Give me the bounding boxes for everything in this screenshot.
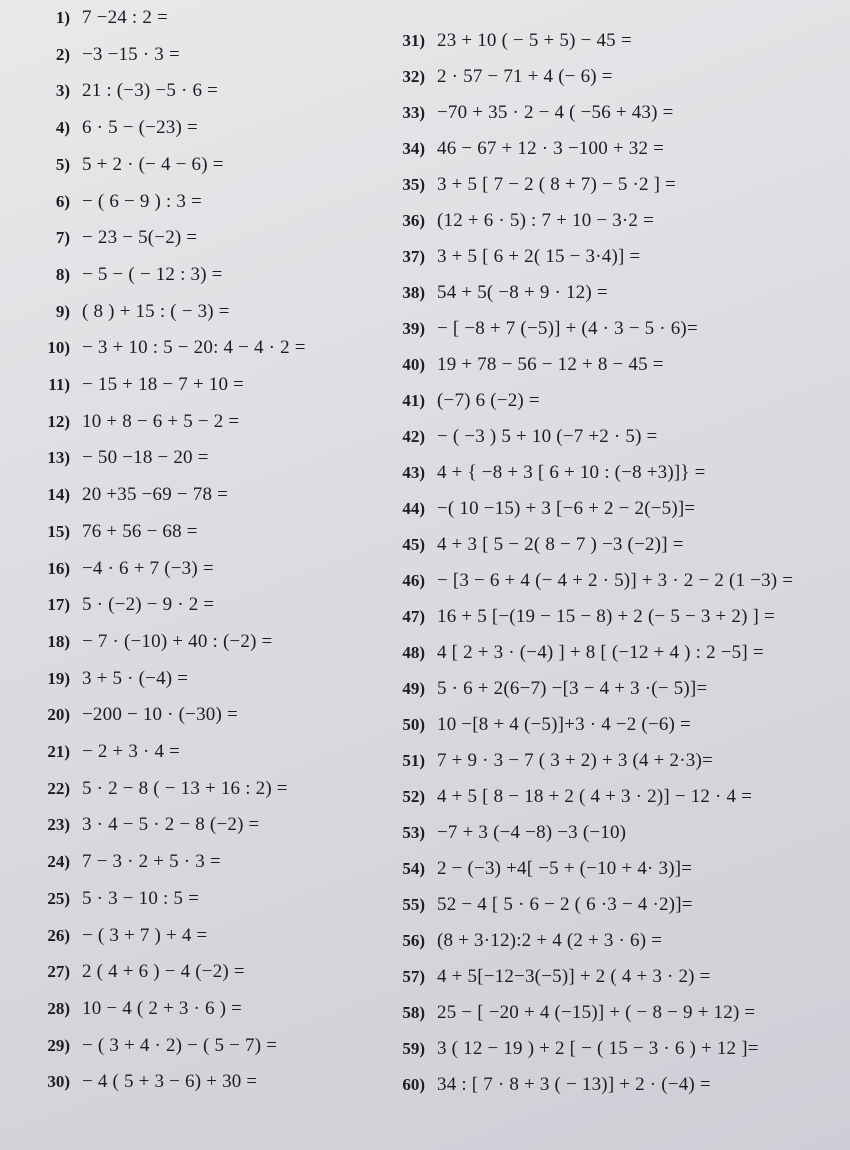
exercise-item	[385, 426, 657, 448]
exercise-expression: 2 ( 4 + 6 ) − 4 (−2) =	[82, 961, 245, 983]
exercise-expression: −7 + 3 (−4 −8) −3 (−10)	[437, 822, 627, 843]
exercise-item	[30, 851, 221, 873]
exercise-expression: − 7 · (−10) + 40 : (−2) =	[82, 630, 273, 652]
exercise-item	[385, 210, 654, 232]
exercise-expression: 3 + 5 [ 6 + 2( 15 − 3·4)] =	[437, 246, 641, 267]
exercise-item	[385, 1002, 755, 1024]
exercise-number: 11)	[48, 375, 70, 394]
exercise-expression: 2 · 57 − 71 + 4 (− 6) =	[437, 66, 613, 87]
exercise-item	[30, 925, 207, 947]
exercise-expression: − 4 ( 5 + 3 − 6) + 30 =	[82, 1071, 258, 1093]
exercise-expression: 25 − [ −20 + 4 (−15)] + ( − 8 − 9 + 12) =	[437, 1002, 756, 1023]
exercise-expression: 4 + 5 [ 8 − 18 + 2 ( 4 + 3 · 2)] − 12 · 4 =	[437, 786, 753, 807]
exercise-item	[385, 498, 695, 520]
exercise-expression: 10 −[8 + 4 (−5)]+3 · 4 −2 (−6) =	[437, 714, 691, 735]
exercise-number: 43)	[402, 463, 425, 482]
exercise-item	[30, 411, 239, 433]
exercise-item	[385, 138, 664, 160]
exercise-number: 34)	[402, 139, 425, 158]
exercise-item	[30, 558, 214, 580]
exercise-expression: −70 + 35 · 2 − 4 ( −56 + 43) =	[437, 102, 674, 123]
exercise-item	[385, 930, 662, 952]
exercise-number: 51)	[402, 751, 425, 770]
exercise-item	[30, 374, 244, 396]
exercise-item	[385, 354, 664, 376]
exercise-expression: − 15 + 18 − 7 + 10 =	[82, 374, 245, 395]
exercise-number: 29)	[47, 1035, 70, 1055]
exercise-expression: 2 − (−3) +4[ −5 + (−10 + 4· 3)]=	[437, 858, 693, 879]
exercise-item	[30, 337, 306, 359]
exercise-expression: −200 − 10 · (−30) =	[82, 704, 238, 726]
exercise-number: 57)	[402, 967, 425, 986]
exercise-expression: −( 10 −15) + 3 [−6 + 2 − 2(−5)]=	[437, 498, 696, 519]
exercise-item	[385, 642, 764, 664]
exercise-number: 56)	[402, 931, 425, 950]
exercise-number: 9)	[55, 301, 70, 321]
exercise-expression: 19 + 78 − 56 − 12 + 8 − 45 =	[437, 354, 664, 375]
exercise-item	[385, 1074, 711, 1096]
exercise-item	[385, 534, 684, 556]
exercise-number: 7)	[55, 228, 70, 248]
exercise-expression: − ( 3 + 4 · 2) − ( 5 − 7) =	[82, 1034, 278, 1056]
exercise-expression: 4 + 3 [ 5 − 2( 8 − 7 ) −3 (−2)] =	[437, 534, 684, 555]
exercise-number: 50)	[402, 715, 425, 734]
exercise-expression: 10 − 4 ( 2 + 3 · 6 ) =	[82, 997, 243, 1019]
exercise-number: 8)	[55, 264, 70, 284]
exercise-expression: − [ −8 + 7 (−5)] + (4 · 3 − 5 · 6)=	[437, 318, 698, 339]
exercise-number: 36)	[402, 211, 425, 230]
exercise-item	[30, 888, 199, 910]
exercise-number: 33)	[402, 103, 425, 122]
exercise-number: 60)	[402, 1075, 425, 1094]
exercise-expression: 3 + 5 [ 7 − 2 ( 8 + 7) − 5 ·2 ] =	[437, 174, 677, 195]
exercise-expression: − 5 − ( − 12 : 3) =	[82, 263, 223, 285]
exercise-expression: 6 · 5 − (−23) =	[82, 117, 198, 139]
exercise-item	[30, 631, 273, 653]
exercise-number: 19)	[47, 668, 70, 688]
exercise-item	[385, 894, 693, 916]
exercise-item	[385, 246, 640, 268]
exercise-expression: 54 + 5( −8 + 9 · 12) =	[437, 282, 608, 303]
exercise-item	[385, 678, 707, 700]
exercise-expression: 52 − 4 [ 5 · 6 − 2 ( 6 ·3 − 4 ·2)]=	[437, 894, 693, 915]
exercise-expression: (8 + 3·12):2 + 4 (2 + 3 · 6) =	[437, 930, 663, 951]
exercise-expression: − 50 −18 − 20 =	[82, 447, 209, 469]
exercise-number: 58)	[402, 1003, 425, 1022]
exercise-number: 14)	[47, 485, 70, 505]
exercise-item	[30, 521, 198, 543]
exercise-number: 20)	[47, 705, 70, 725]
exercise-item	[385, 282, 608, 304]
exercise-number: 10)	[47, 338, 70, 358]
exercise-item	[30, 7, 168, 29]
exercise-expression: 10 + 8 − 6 + 5 − 2 =	[82, 410, 240, 432]
exercise-expression: − 23 − 5(−2) =	[82, 227, 198, 249]
exercise-number: 6)	[55, 191, 70, 211]
exercise-item	[30, 668, 188, 690]
exercise-item	[385, 30, 632, 52]
exercise-number: 3)	[55, 81, 70, 101]
exercise-item	[30, 484, 228, 506]
exercise-number: 40)	[402, 355, 425, 374]
exercise-number: 39)	[402, 319, 425, 338]
exercise-expression: 7 + 9 · 3 − 7 ( 3 + 2) + 3 (4 + 2·3)=	[437, 750, 713, 771]
exercise-expression: 46 − 67 + 12 · 3 −100 + 32 =	[437, 138, 665, 159]
exercise-item	[30, 117, 198, 139]
exercise-expression: 34 : [ 7 · 8 + 3 ( − 13)] + 2 · (−4) =	[437, 1074, 711, 1095]
exercise-number: 18)	[47, 631, 70, 651]
exercise-item	[385, 318, 698, 340]
exercise-number: 22)	[47, 778, 70, 798]
exercise-expression: 5 · 3 − 10 : 5 =	[82, 887, 199, 909]
exercise-number: 30)	[47, 1072, 70, 1092]
exercise-item	[30, 594, 214, 616]
exercise-expression: − [3 − 6 + 4 (− 4 + 2 · 5)] + 3 · 2 − 2 (1 −3) =	[437, 570, 794, 591]
exercise-number: 16)	[47, 558, 70, 578]
exercise-expression: − ( −3 ) 5 + 10 (−7 +2 · 5) =	[437, 426, 658, 447]
exercise-item	[385, 858, 692, 880]
exercise-expression: 76 + 56 − 68 =	[82, 520, 198, 542]
exercise-item	[30, 814, 259, 836]
exercise-item	[385, 606, 775, 628]
exercise-item	[30, 704, 238, 726]
exercise-item	[30, 447, 209, 469]
exercise-expression: 5 · 6 + 2(6−7) −[3 − 4 + 3 ·(− 5)]=	[437, 678, 708, 699]
exercise-number: 17)	[47, 595, 70, 615]
exercise-number: 25)	[47, 888, 70, 908]
exercise-number: 38)	[402, 283, 425, 302]
exercise-item	[30, 1035, 277, 1057]
exercise-expression: − 3 + 10 : 5 − 20: 4 − 4 · 2 =	[82, 337, 306, 359]
exercise-number: 46)	[402, 571, 425, 590]
exercise-expression: 3 · 4 − 5 · 2 − 8 (−2) =	[82, 814, 260, 836]
exercise-item	[385, 102, 674, 124]
exercise-number: 2)	[55, 44, 70, 64]
exercise-expression: 4 [ 2 + 3 · (−4) ] + 8 [ (−12 + 4 ) : 2 −5] =	[437, 642, 764, 663]
exercise-item	[30, 80, 218, 102]
exercise-number: 13)	[47, 448, 70, 468]
exercise-expression: (−7) 6 (−2) =	[437, 390, 540, 411]
exercise-number: 4)	[55, 118, 70, 138]
exercise-item	[385, 462, 706, 484]
exercise-item	[30, 44, 180, 66]
exercise-number: 49)	[402, 679, 425, 698]
exercise-item	[385, 822, 626, 844]
exercise-item	[30, 1071, 257, 1093]
exercise-number: 54)	[402, 859, 425, 878]
exercise-number: 55)	[402, 895, 425, 914]
exercise-item	[30, 961, 245, 983]
exercise-item	[30, 741, 180, 763]
exercise-number: 45)	[402, 535, 425, 554]
exercise-number: 5)	[55, 154, 70, 174]
exercise-expression: 3 + 5 · (−4) =	[82, 667, 189, 689]
exercise-item	[30, 191, 202, 213]
exercise-expression: − ( 3 + 7 ) + 4 =	[82, 924, 208, 946]
exercise-number: 21)	[47, 742, 70, 761]
exercise-expression: 16 + 5 [−(19 − 15 − 8) + 2 (− 5 − 3 + 2) ] =	[437, 606, 775, 627]
exercise-number: 24)	[47, 852, 70, 872]
exercise-number: 32)	[402, 67, 425, 86]
exercise-item	[30, 227, 197, 249]
exercise-item	[30, 998, 242, 1020]
exercise-item	[30, 301, 230, 323]
exercise-number: 27)	[47, 962, 70, 982]
exercise-number: 15)	[47, 521, 70, 541]
exercise-expression: −3 −15 · 3 =	[82, 43, 180, 65]
exercise-item	[385, 714, 691, 736]
exercise-number: 1)	[55, 8, 70, 27]
exercise-expression: 4 + 5[−12−3(−5)] + 2 ( 4 + 3 · 2) =	[437, 966, 711, 987]
exercise-item	[30, 264, 223, 286]
exercise-number: 28)	[47, 998, 70, 1018]
exercise-number: 37)	[402, 247, 425, 266]
exercise-expression: (12 + 6 · 5) : 7 + 10 − 3·2 =	[437, 210, 654, 231]
exercise-number: 42)	[402, 427, 425, 446]
exercise-item	[385, 390, 540, 412]
exercise-expression: 5 · (−2) − 9 · 2 =	[82, 594, 215, 616]
exercise-expression: 5 + 2 · (− 4 − 6) =	[82, 153, 224, 175]
exercise-item	[385, 786, 752, 808]
exercise-expression: 3 ( 12 − 19 ) + 2 [ − ( 15 − 3 · 6 ) + 12 ]=	[437, 1038, 759, 1059]
exercise-item	[385, 1038, 759, 1060]
exercise-number: 26)	[47, 925, 70, 945]
exercise-expression: −4 · 6 + 7 (−3) =	[82, 557, 214, 579]
exercise-number: 47)	[402, 607, 425, 626]
exercise-expression: 7 − 3 · 2 + 5 · 3 =	[82, 851, 221, 873]
exercise-expression: 21 : (−3) −5 · 6 =	[82, 80, 219, 102]
exercise-item	[385, 750, 713, 772]
exercise-expression: 7 −24 : 2 =	[82, 7, 168, 28]
exercise-item	[30, 154, 224, 176]
exercise-item	[385, 66, 613, 88]
exercise-number: 53)	[402, 823, 425, 842]
exercise-number: 23)	[47, 815, 70, 835]
exercise-number: 31)	[402, 31, 425, 50]
exercise-number: 44)	[402, 499, 425, 518]
exercise-expression: − 2 + 3 · 4 =	[82, 741, 181, 762]
exercise-number: 48)	[402, 643, 425, 662]
exercise-number: 35)	[402, 175, 425, 194]
exercise-item	[30, 778, 288, 800]
exercise-item	[385, 966, 711, 988]
exercise-expression: 23 + 10 ( − 5 + 5) − 45 =	[437, 30, 632, 51]
exercise-number: 12)	[47, 411, 70, 431]
exercise-expression: − ( 6 − 9 ) : 3 =	[82, 190, 202, 212]
exercise-expression: 20 +35 −69 − 78 =	[82, 484, 229, 506]
exercise-item	[385, 570, 793, 592]
exercise-expression: 5 · 2 − 8 ( − 13 + 16 : 2) =	[82, 777, 288, 799]
exercise-number: 59)	[402, 1039, 425, 1058]
exercise-number: 52)	[402, 787, 425, 806]
exercise-expression: 4 + { −8 + 3 [ 6 + 10 : (−8 +3)]} =	[437, 462, 706, 483]
exercise-expression: ( 8 ) + 15 : ( − 3) =	[82, 300, 230, 322]
exercise-number: 41)	[402, 391, 425, 410]
exercise-item	[385, 174, 676, 196]
